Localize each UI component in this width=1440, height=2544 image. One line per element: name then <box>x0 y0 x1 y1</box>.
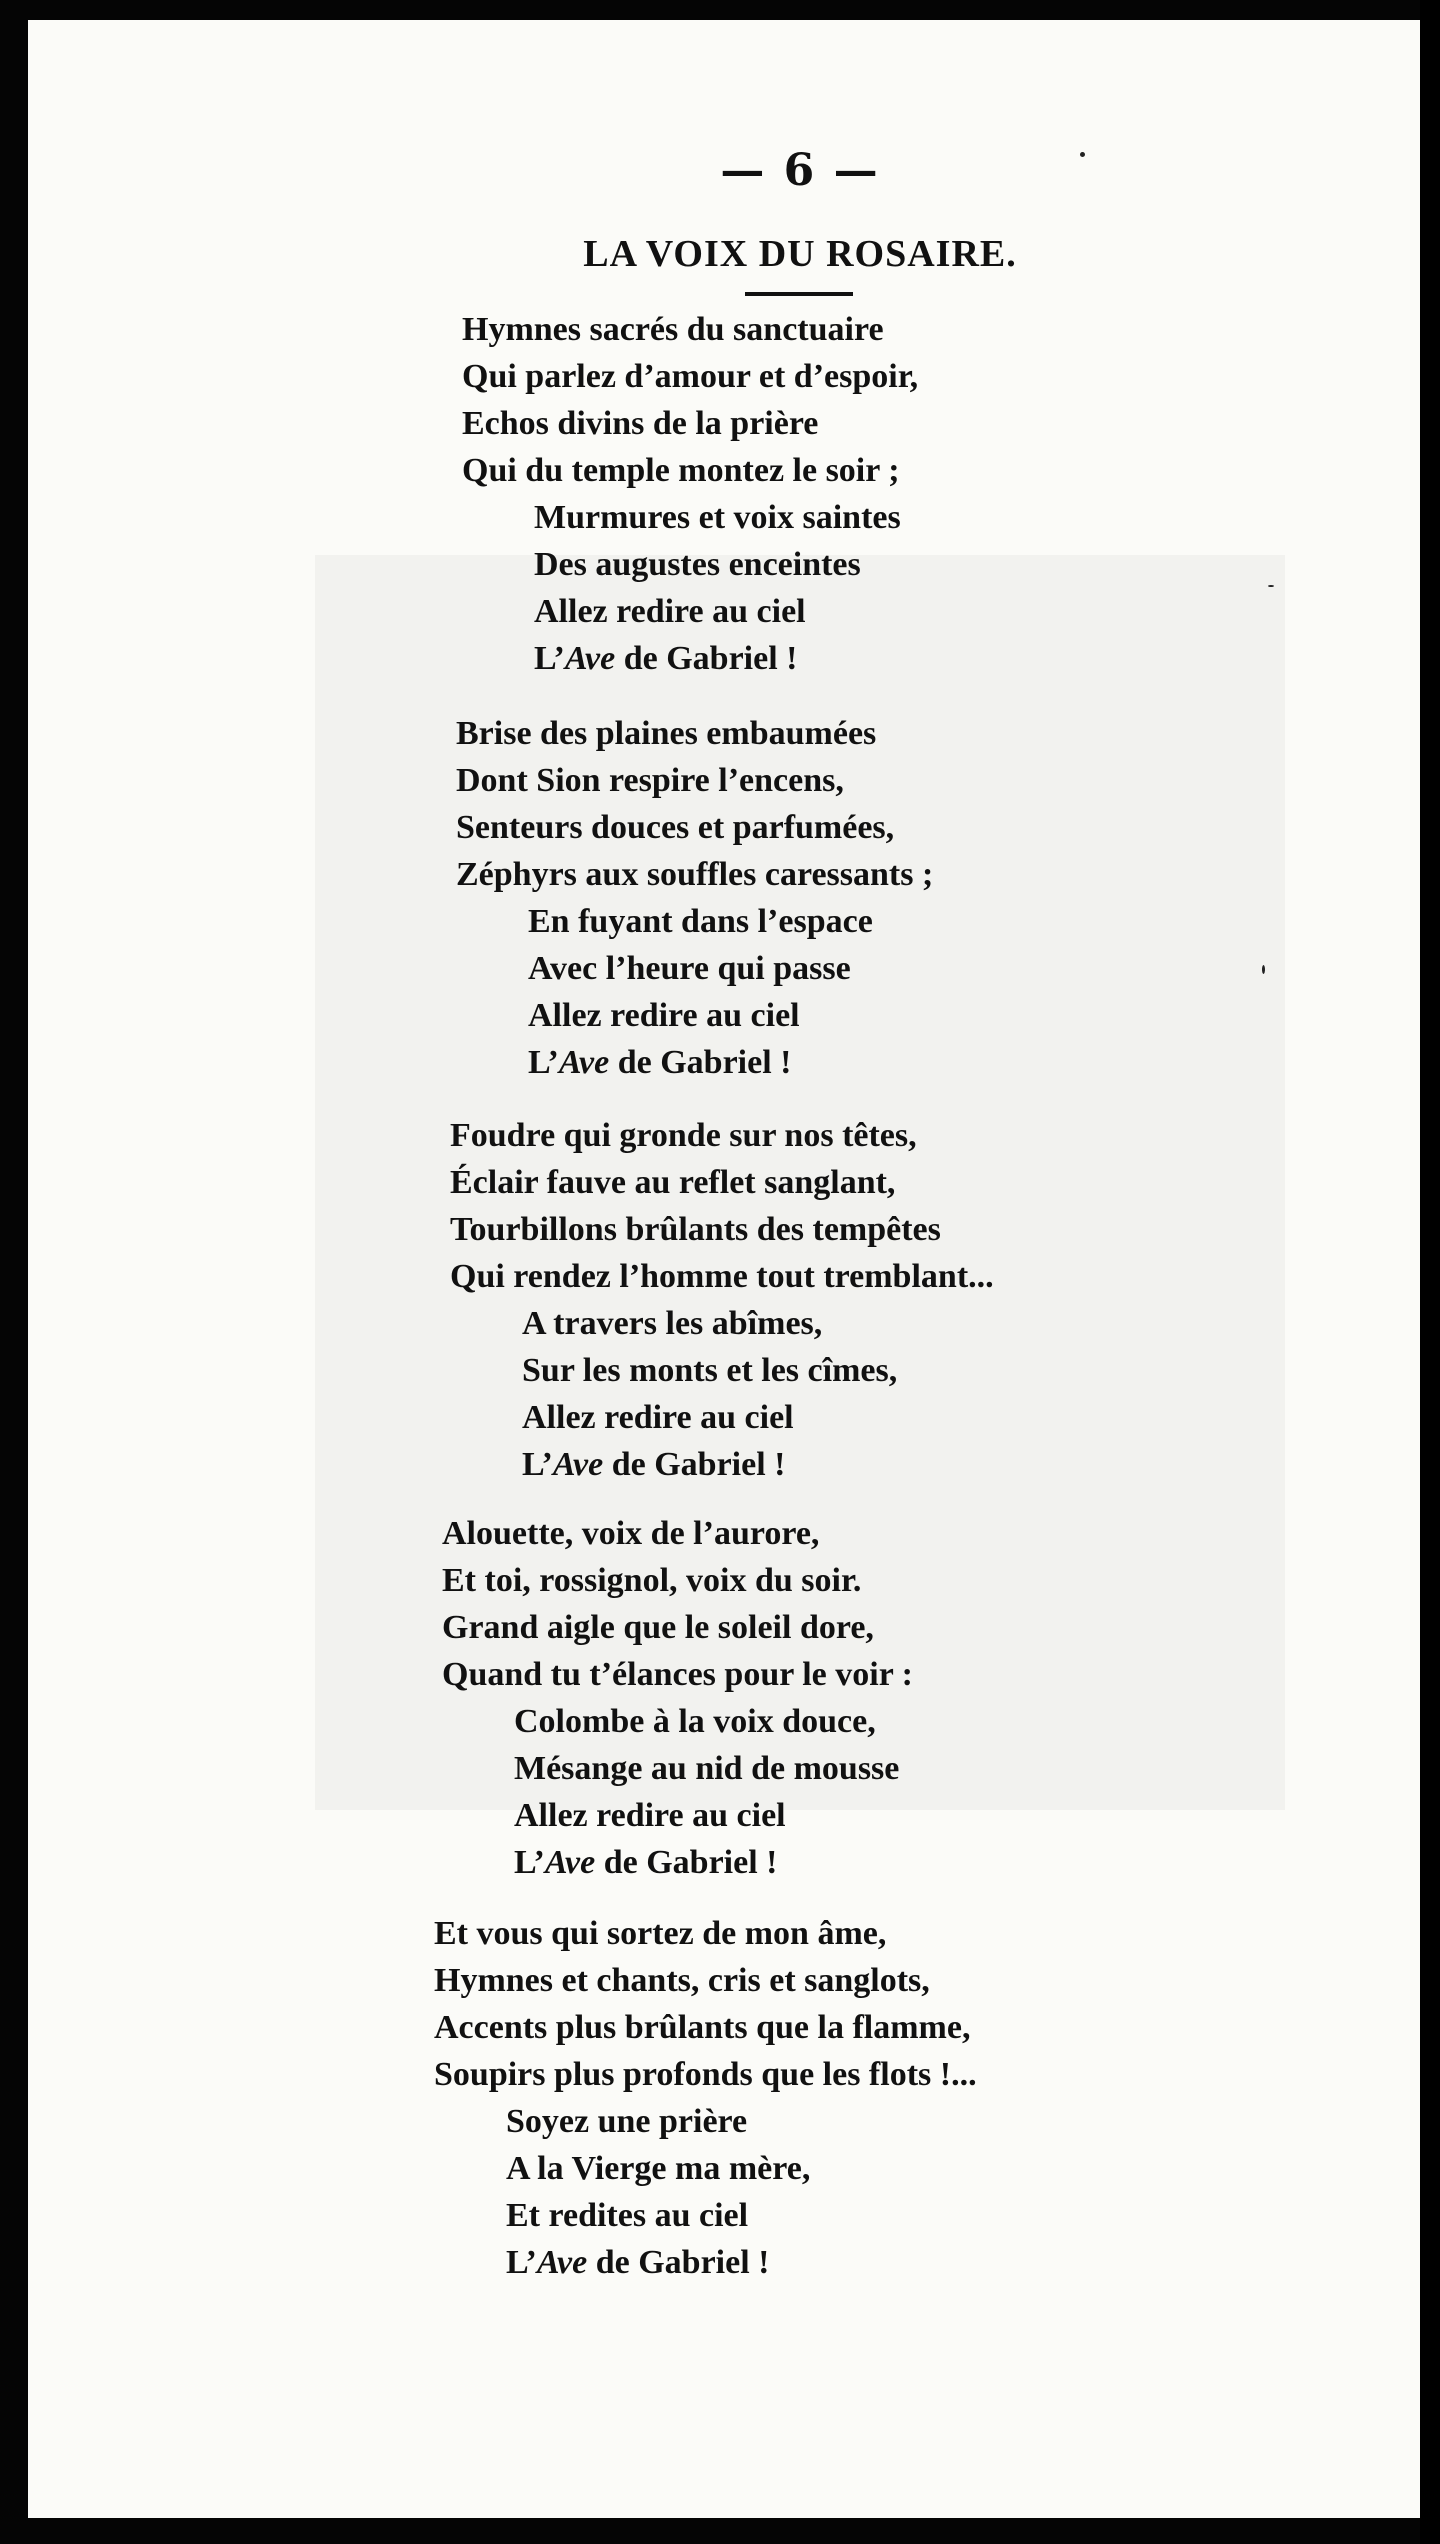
ink-speck <box>1268 585 1274 587</box>
poem-line: Soupirs plus profonds que les flots !... <box>434 2056 977 2093</box>
poem-line: Dont Sion respire l’encens, <box>456 762 844 799</box>
ink-speck <box>1262 965 1265 974</box>
poem-line: Alouette, voix de l’aurore, <box>442 1515 820 1552</box>
poem-line: Allez redire au ciel <box>528 997 800 1034</box>
stanza <box>462 306 918 682</box>
poem-line: Qui du temple montez le soir ; <box>462 452 900 489</box>
line-prefix: L’ <box>534 640 565 677</box>
scan-border <box>1420 0 1440 2544</box>
poem-line: Allez redire au ciel <box>534 593 806 630</box>
italic-word: Ave <box>564 640 616 677</box>
poem-line: Hymnes sacrés du sanctuaire <box>462 311 884 348</box>
poem-line: Zéphyrs aux souffles caressants ; <box>456 856 934 893</box>
italic-word: Ave <box>544 1844 596 1881</box>
poem-line <box>434 2239 977 2286</box>
poem-line: A la Vierge ma mère, <box>506 2150 811 2187</box>
poem-line: Echos divins de la prière <box>462 405 819 442</box>
poem-line: Tourbillons brûlants des tempêtes <box>450 1211 941 1248</box>
stanza <box>434 1910 977 2286</box>
line-suffix: de Gabriel ! <box>603 1446 786 1483</box>
poem-line: Allez redire au ciel <box>522 1399 794 1436</box>
poem-line <box>450 1441 994 1488</box>
line-prefix: L’ <box>506 2244 537 2281</box>
poem-line: Et vous qui sortez de mon âme, <box>434 1915 887 1952</box>
poem-line: Senteurs douces et parfumées, <box>456 809 895 846</box>
poem-line: Éclair fauve au reflet sanglant, <box>450 1164 896 1201</box>
poem-title: LA VOIX DU ROSAIRE. <box>583 233 1017 275</box>
poem-line: Foudre qui gronde sur nos têtes, <box>450 1117 917 1154</box>
line-prefix: L’ <box>528 1044 559 1081</box>
line-suffix: de Gabriel ! <box>595 1844 778 1881</box>
page-number: — 6 — <box>720 145 880 196</box>
italic-word: Ave <box>552 1446 604 1483</box>
poem-line: Soyez une prière <box>506 2103 748 2140</box>
stanza <box>450 1112 994 1488</box>
poem-line: Hymnes et chants, cris et sanglots, <box>434 1962 930 1999</box>
poem-line: Allez redire au ciel <box>514 1797 786 1834</box>
poem-line: En fuyant dans l’espace <box>528 903 873 940</box>
stanza <box>442 1510 913 1886</box>
poem-line: Grand aigle que le soleil dore, <box>442 1609 874 1646</box>
line-prefix: L’ <box>514 1844 545 1881</box>
line-prefix: L’ <box>522 1446 553 1483</box>
poem-line: Avec l’heure qui passe <box>528 950 851 987</box>
line-suffix: de Gabriel ! <box>587 2244 770 2281</box>
poem-line: Et toi, rossignol, voix du soir. <box>442 1562 862 1599</box>
poem-line: Murmures et voix saintes <box>534 499 901 536</box>
poem-line: Mésange au nid de mousse <box>514 1750 900 1787</box>
italic-word: Ave <box>536 2244 588 2281</box>
title-rule <box>745 292 853 296</box>
poem-line: Qui parlez d’amour et d’espoir, <box>462 358 919 395</box>
stanza <box>456 710 933 1086</box>
poem-line: Qui rendez l’homme tout tremblant... <box>450 1258 994 1295</box>
poem-line: Colombe à la voix douce, <box>514 1703 876 1740</box>
poem-line: Sur les monts et les cîmes, <box>522 1352 898 1389</box>
poem-line <box>442 1839 913 1886</box>
poem-line <box>462 635 918 682</box>
line-suffix: de Gabriel ! <box>615 640 798 677</box>
poem-line: Et redites au ciel <box>506 2197 749 2234</box>
poem-line: Des augustes enceintes <box>534 546 861 583</box>
poem-line <box>456 1039 933 1086</box>
line-suffix: de Gabriel ! <box>609 1044 792 1081</box>
poem-line: Accents plus brûlants que la flamme, <box>434 2009 971 2046</box>
poem-line: A travers les abîmes, <box>522 1305 823 1342</box>
poem-line: Quand tu t’élances pour le voir : <box>442 1656 913 1693</box>
poem-line: Brise des plaines embaumées <box>456 715 877 752</box>
italic-word: Ave <box>558 1044 610 1081</box>
